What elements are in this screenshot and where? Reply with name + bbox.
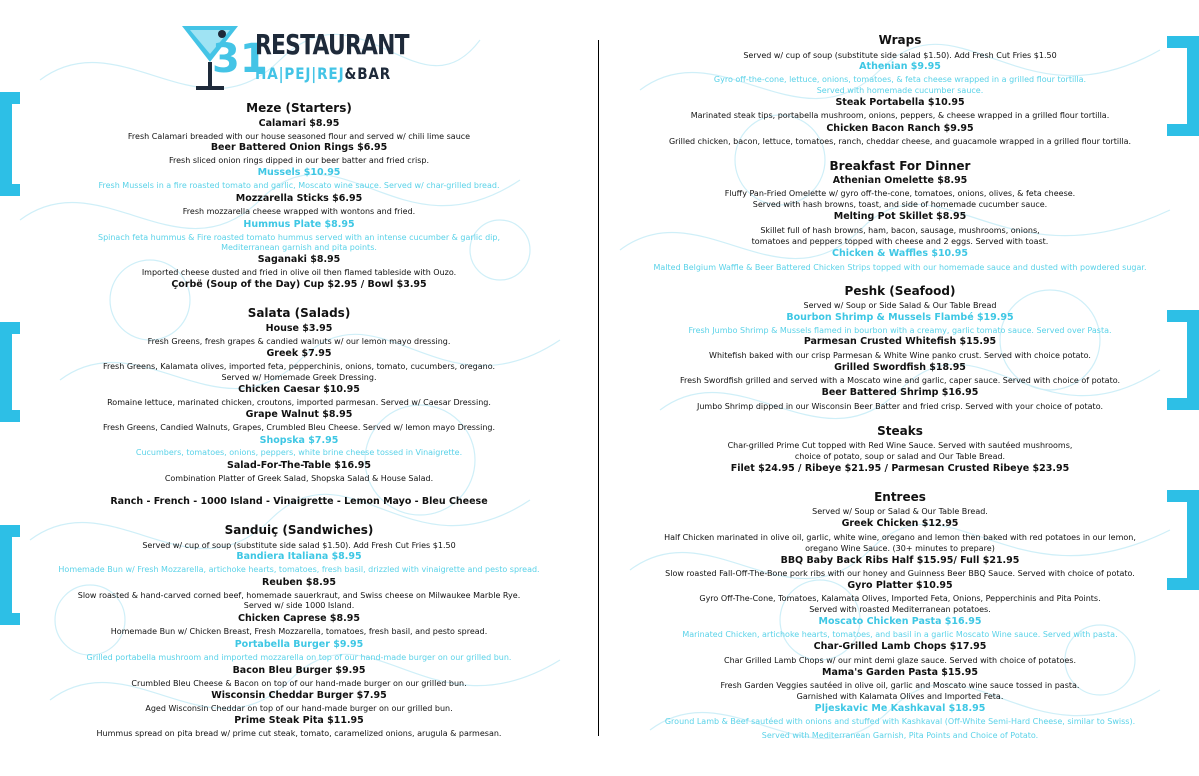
menu-item-name-featured: Pljeskavic Me Kashkaval $18.95 xyxy=(814,703,986,714)
menu-item-description: Fluffy Pan-Fried Omelette w/ gyro off-the-cone, tomatoes, onions, olives, & feta cheese. xyxy=(724,189,1076,198)
menu-item-name-featured: Bandiera Italiana $8.95 xyxy=(236,551,362,562)
menu-item-name: Çorbë (Soup of the Day) Cup $2.95 / Bowl $3.95 xyxy=(171,279,427,290)
menu-item-description: Grilled chicken, bacon, lettuce, tomatoes, ranch, cheddar cheese, and guacamole wrapped in a grilled flour tortilla. xyxy=(668,137,1132,146)
menu-item-name: Greek $7.95 xyxy=(266,348,332,359)
menu-item-name-featured: Shopska $7.95 xyxy=(259,435,339,446)
menu-item-description-featured: Gyro off-the-cone, lettuce, onions, tomatoes, & feta cheese wrapped in a grilled flour tortilla. xyxy=(713,75,1087,84)
section-title: Breakfast For Dinner xyxy=(829,159,971,173)
menu-item-description: oregano Wine Sauce. (30+ minutes to prepare) xyxy=(805,544,995,553)
menu-item-name-featured: Mussels $10.95 xyxy=(257,167,341,178)
menu-item-description: Garnished with Kalamata Olives and Imported Feta. xyxy=(796,692,1004,701)
menu-item-name: Melting Pot Skillet $8.95 xyxy=(833,211,967,222)
menu-item-description: Aged Wisconsin Cheddar on top of our hand-made burger on our grilled bun. xyxy=(145,704,453,713)
column-divider xyxy=(598,40,599,736)
menu-item-description: Fresh Greens, Kalamata olives, imported feta, pepperchinis, onions, tomato, cucumbers, oregano. xyxy=(102,362,496,371)
menu-item-name: Mama's Garden Pasta $15.95 xyxy=(822,667,978,678)
menu-item-description-featured: Grilled portabella mushroom and imported mozzarella on top of our hand-made burger on our grilled bun. xyxy=(86,653,512,662)
menu-item-description: choice of potato, soup or salad and Our Table Bread. xyxy=(794,452,1006,461)
menu-item-name-featured: Hummus Plate $8.95 xyxy=(243,219,355,230)
menu-item-description: Homemade Bun w/ Chicken Breast, Fresh Mozzarella, tomatoes, fresh basil, and pesto spread. xyxy=(110,627,488,636)
menu-item-name: Filet $24.95 / Ribeye $21.95 / Parmesan Crusted Ribeye $23.95 xyxy=(730,463,1070,474)
menu-item-name: Grape Walnut $8.95 xyxy=(245,409,353,420)
menu-item-description: Gyro Off-The-Cone, Tomatoes, Kalamata Olives, Imported Feta, Onions, Pepperchinis and Pita Points. xyxy=(699,594,1101,603)
menu-item-description: Skillet full of hash browns, ham, bacon, sausage, mushrooms, onions, xyxy=(760,226,1040,235)
menu-item-description: Fresh Calamari breaded with our house seasoned flour and served w/ chili lime sauce xyxy=(127,132,471,141)
menu-item-name-featured: Athenian $9.95 xyxy=(859,61,941,72)
menu-item-name-featured: Portabella Burger $9.95 xyxy=(234,639,364,650)
menu-item-description: Fresh Greens, Candied Walnuts, Grapes, Crumbled Bleu Cheese. Served w/ lemon mayo Dressing. xyxy=(102,423,496,432)
menu-item-description: Whitefish baked with our crisp Parmesan & White Wine panko crust. Served with choice potato. xyxy=(709,351,1091,360)
menu-item-description-featured: Marinated Chicken, artichoke hearts, tomatoes, and basil in a garlic Moscato Wine sauce. Served with pasta. xyxy=(682,630,1118,639)
section-title: Peshk (Seafood) xyxy=(844,284,956,298)
menu-item-description: Crumbled Bleu Cheese & Bacon on top of our hand-made burger on our grilled bun. xyxy=(131,679,467,688)
menu-item-description: Imported cheese dusted and fried in olive oil then flamed tableside with Ouzo. xyxy=(141,268,457,277)
menu-item-name: Chicken Caesar $10.95 xyxy=(238,384,360,395)
menu-item-name: Beer Battered Onion Rings $6.95 xyxy=(210,142,388,153)
menu-item-name: House $3.95 xyxy=(265,323,333,334)
menu-item-description-featured: Spinach feta hummus & Fire roasted tomato hummus served with an intense cucumber & garlic dip, xyxy=(97,233,501,242)
menu-item-description: Served w/ side 1000 Island. xyxy=(243,601,355,610)
menu-item-name: Ranch - French - 1000 Island - Vinaigrette - Lemon Mayo - Bleu Cheese xyxy=(110,496,488,507)
menu-item-name: Beer Battered Shrimp $16.95 xyxy=(821,387,979,398)
menu-item-description-featured: Malted Belgium Waffle & Beer Battered Chicken Strips topped with our homemade sauce and dusted with powdered sugar. xyxy=(653,263,1147,272)
menu-item-name: Prime Steak Pita $11.95 xyxy=(234,715,364,726)
menu-item-name: Char-Grilled Lamb Chops $17.95 xyxy=(813,641,987,652)
menu-item-name: Athenian Omelette $8.95 xyxy=(832,175,968,186)
menu-item-description: Jumbo Shrimp dipped in our Wisconsin Beer Batter and fried crisp. Served with your choice of potato. xyxy=(697,402,1103,411)
section-title: Wraps xyxy=(878,33,922,47)
menu-item-description: Hummus spread on pita bread w/ prime cut steak, tomato, caramelized onions, arugula & parmesan. xyxy=(96,729,502,738)
menu-item-description: Served with hash browns, toast, and side of homemade cucumber sauce. xyxy=(752,200,1048,209)
menu-item-description: Fresh Swordfish grilled and served with a Moscato wine and garlic, caper sauce. Served with choice of potato. xyxy=(679,376,1121,385)
menu-item-description: Served w/ cup of soup (substitute side salad $1.50). Add Fresh Cut Fries $1.50 xyxy=(743,51,1057,60)
menu-item-description: Served w/ Homemade Greek Dressing. xyxy=(221,373,377,382)
menu-item-name-featured: Chicken & Waffles $10.95 xyxy=(831,248,968,259)
restaurant-logo xyxy=(180,22,420,94)
menu-item-name: Salad-For-The-Table $16.95 xyxy=(227,460,371,471)
menu-item-description-featured: Served with Mediterranean Garnish, Pita Points and Choice of Potato. xyxy=(761,731,1039,740)
menu-item-description: Served w/ Soup or Salad & Our Table Bread. xyxy=(812,507,988,516)
menu-item-description-featured: Fresh Mussels in a fire roasted tomato and garlic, Moscato wine sauce. Served w/ char-grilled bread. xyxy=(98,181,500,190)
section-title: Sanduiç (Sandwiches) xyxy=(224,523,374,537)
menu-item-description-featured: Fresh Jumbo Shrimp & Mussels flamed in bourbon with a creamy, garlic tomato sauce. Served over Pasta. xyxy=(688,326,1112,335)
menu-item-description-featured: Cucumbers, tomatoes, onions, peppers, white brine cheese tossed in Vinaigrette. xyxy=(135,448,463,457)
logo-number: 31 xyxy=(212,36,268,82)
menu-item-name: Bacon Bleu Burger $9.95 xyxy=(232,665,366,676)
menu-item-name: Wisconsin Cheddar Burger $7.95 xyxy=(211,690,387,701)
menu-item-description: Served w/ cup of soup (substitute side salad $1.50). Add Fresh Cut Fries $1.50 xyxy=(142,541,456,550)
menu-item-description: Slow roasted & hand-carved corned beef, homemade sauerkraut, and Swiss cheese on Milwaukee Marble Rye. xyxy=(77,591,521,600)
menu-item-name: Steak Portabella $10.95 xyxy=(835,97,965,108)
menu-item-name-featured: Moscato Chicken Pasta $16.95 xyxy=(818,616,982,627)
menu-item-description: Served w/ Soup or Side Salad & Our Table Bread xyxy=(803,301,997,310)
menu-item-description: Marinated steak tips, portabella mushroom, onions, peppers, & cheese wrapped in a grilled flour tortilla. xyxy=(690,111,1110,120)
menu-item-name: Grilled Swordfish $18.95 xyxy=(834,362,966,373)
menu-item-name: Gyro Platter $10.95 xyxy=(847,580,953,591)
menu-item-description: Fresh Garden Veggies sautéed in olive oil, garlic and Moscato wine sauce tossed in pasta. xyxy=(720,681,1080,690)
menu-item-description-featured: Mediterranean garnish and pita points. xyxy=(221,243,377,252)
menu-item-description: Combination Platter of Greek Salad, Shopska Salad & House Salad. xyxy=(164,474,434,483)
menu-item-name: Mozzarella Sticks $6.95 xyxy=(235,193,363,204)
menu-item-description: Slow roasted Fall-Off-The-Bone pork ribs with our honey and Guinness Beer BBQ Sauce. Served with choice of potato. xyxy=(665,569,1135,578)
menu-item-name: Parmesan Crusted Whitefish $15.95 xyxy=(803,336,997,347)
menu-item-description: Char-grilled Prime Cut topped with Red Wine Sauce. Served with sautéed mushrooms, xyxy=(727,441,1073,450)
menu-item-name: Reuben $8.95 xyxy=(262,577,336,588)
menu-item-name: Greek Chicken $12.95 xyxy=(841,518,959,529)
menu-item-name: Saganaki $8.95 xyxy=(257,254,341,265)
menu-item-description: Fresh sliced onion rings dipped in our beer batter and fried crisp. xyxy=(168,156,429,165)
menu-item-description: Fresh mozzarella cheese wrapped with wontons and fried. xyxy=(182,207,416,216)
menu-item-description: Romaine lettuce, marinated chicken, croutons, imported parmesan. Served w/ Caesar Dressing. xyxy=(107,398,491,407)
section-title: Steaks xyxy=(877,424,923,438)
menu-item-name: Chicken Caprese $8.95 xyxy=(238,613,360,624)
menu-item-description: Half Chicken marinated in olive oil, garlic, white wine, oregano and lemon then baked with red potatoes in our lemon, xyxy=(664,533,1136,542)
menu-item-name: Chicken Bacon Ranch $9.95 xyxy=(826,123,974,134)
logo-wordmark: RESTAURANT xyxy=(255,28,409,61)
menu-item-name: BBQ Baby Back Ribs Half $15.95/ Full $21.95 xyxy=(780,555,1020,566)
menu-item-description: tomatoes and peppers topped with cheese and 2 eggs. Served with toast. xyxy=(751,237,1049,246)
menu-item-name-featured: Bourbon Shrimp & Mussels Flambé $19.95 xyxy=(786,312,1014,323)
section-title: Salata (Salads) xyxy=(247,306,351,320)
menu-item-description-featured: Ground Lamb & Beef sautéed with onions and stuffed with Kashkaval (Off-White Semi-Hard Cheese, similar to Swiss). xyxy=(664,717,1136,726)
menu-item-description-featured: Served with homemade cucumber sauce. xyxy=(816,86,984,95)
menu-item-description: Char Grilled Lamb Chops w/ our mint demi glaze sauce. Served with choice of potatoes. xyxy=(724,656,1076,665)
logo-subtitle: HA|PEJ|REJ&BAR xyxy=(255,64,392,83)
menu-item-description: Served with roasted Mediterranean potatoes. xyxy=(809,605,991,614)
menu-item-description-featured: Homemade Bun w/ Fresh Mozzarella, artichoke hearts, tomatoes, fresh basil, drizzled with vinaigrette and pesto spread. xyxy=(58,565,540,574)
menu-item-name: Calamari $8.95 xyxy=(258,118,340,129)
section-title: Meze (Starters) xyxy=(246,101,352,115)
menu-item-description: Fresh Greens, fresh grapes & candied walnuts w/ our lemon mayo dressing. xyxy=(147,337,451,346)
section-title: Entrees xyxy=(874,490,926,504)
